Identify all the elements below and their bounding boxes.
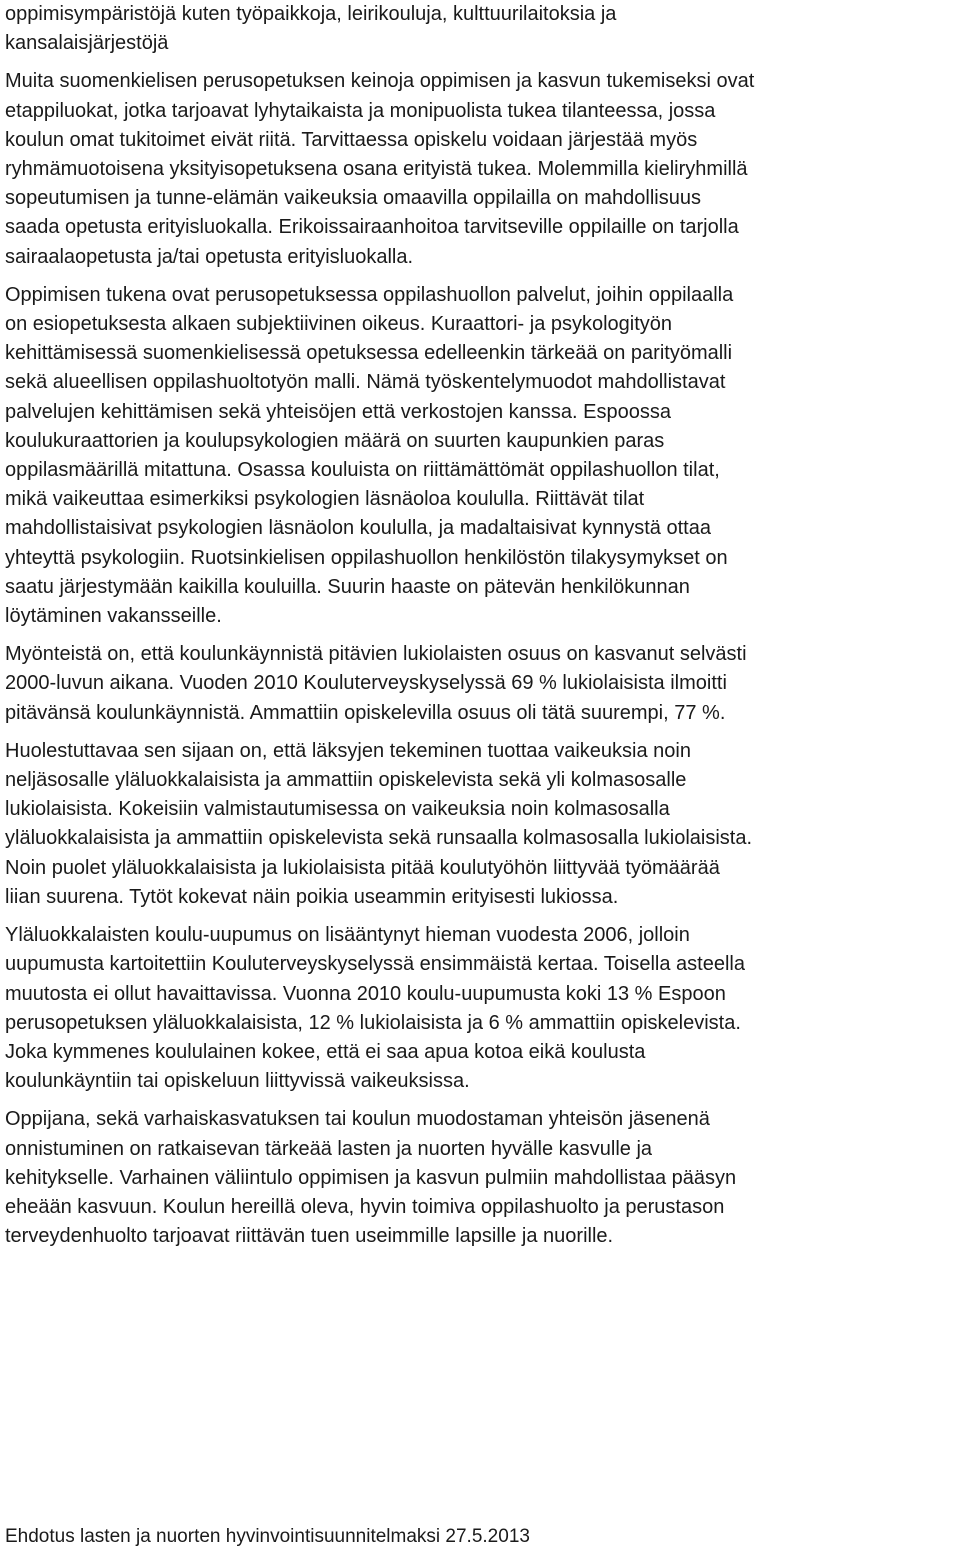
text-line: etappiluokat, jotka tarjoavat lyhytaikaista ja monipuolista tukea tilanteessa, jossa (5, 99, 716, 122)
text-line: 2000-luvun aikana. Vuoden 2010 Kouluterveyskyselyssä 69 % lukiolaisista ilmoitti (5, 672, 727, 695)
text-line: koulukuraattorien ja koulupsykologien määrä on suurten kaupunkien paras (5, 429, 665, 452)
text-line: Yläluokkalaisten koulu-uupumus on lisääntynyt hieman vuodesta 2006, jolloin (5, 924, 690, 947)
text-line: perusopetuksen yläluokkalaisista, 12 % lukiolaisista ja 6 % ammattiin opiskelevista. (5, 1011, 741, 1034)
text-line: Muita suomenkielisen perusopetuksen keinoja oppimisen ja kasvun tukemiseksi ovat (5, 70, 755, 93)
text-line: eheään kasvuun. Koulun hereillä oleva, hyvin toimiva oppilashuolto ja perustason (5, 1195, 725, 1218)
text-line: liian suurena. Tytöt kokevat näin poikia useammin erityisesti lukiossa. (5, 885, 619, 908)
paragraph-pupil-welfare (5, 281, 955, 631)
paragraph-support-measures (5, 67, 955, 271)
paragraph-learning-environments (5, 0, 955, 58)
text-line: yläluokkalaisista ja ammattiin opiskelevista sekä runsaalla kolmasosalla lukiolaisista. (5, 827, 753, 850)
text-line: ryhmämuotoisena yksityisopetuksena osana erityistä tukea. Molemmilla kieliryhmillä (5, 158, 748, 181)
text-line: sairaalaopetusta ja/tai opetusta erityisluokalla. (5, 245, 414, 268)
paragraph-homework-difficulties (5, 737, 955, 912)
text-line: koulunkäyntiin tai opiskeluun liittyvissä vaikeuksissa. (5, 1070, 470, 1093)
text-line: on esiopetuksesta alkaen subjektiivinen oikeus. Kuraattori- ja psykologityön (5, 313, 673, 336)
text-line: Noin puolet yläluokkalaisista ja lukiolaisista pitää koulutyöhön liittyvää työmäärää (5, 856, 720, 879)
text-line: neljäsosalle yläluokkalaisista ja ammattiin opiskelevista sekä yli kolmasosalle (5, 769, 687, 792)
text-line: oppilasmäärillä mitattuna. Osassa kouluista on riittämättömät oppilashuollon tilat, (5, 459, 720, 482)
text-line: Oppimisen tukena ovat perusopetuksessa oppilashuollon palvelut, joihin oppilaalla (5, 283, 734, 306)
page-footer: Ehdotus lasten ja nuorten hyvinvointisuunnitelmaksi 27.5.2013 (5, 1526, 530, 1547)
text-line: saatu järjestymään kaikilla kouluilla. Suurin haaste on pätevän henkilökunnan (5, 575, 690, 598)
text-line: pitävänsä koulunkäynnistä. Ammattiin opiskelevilla osuus oli tätä suurempi, 77 %. (5, 701, 726, 724)
text-line: löytäminen vakansseille. (5, 605, 222, 628)
text-line: koulun omat tukitoimet eivät riitä. Tarvittaessa opiskelu voidaan järjestää myös (5, 128, 698, 151)
text-line: Oppijana, sekä varhaiskasvatuksen tai koulun muodostaman yhteisön jäsenenä (5, 1108, 710, 1131)
paragraph-early-intervention (5, 1105, 955, 1251)
text-line: muutosta ei ollut havaittavissa. Vuonna 2010 koulu-uupumusta koki 13 % Espoon (5, 982, 726, 1005)
text-line: sopeutumisen ja tunne-elämän vaikeuksia omaavilla oppilailla on mahdollisuus (5, 187, 701, 210)
text-line: onnistuminen on ratkaisevan tärkeää lasten ja nuorten hyvälle kasvulle ja (5, 1137, 653, 1160)
text-line: Myönteistä on, että koulunkäynnistä pitävien lukiolaisten osuus on kasvanut selvästi (5, 643, 747, 666)
paragraph-school-burnout (5, 921, 955, 1096)
document-body (5, 0, 955, 1251)
text-line: palvelujen kehittämisen sekä yhteisöjen että verkostojen kanssa. Espoossa (5, 400, 671, 423)
text-line: terveydenhuolto tarjoavat riittävän tuen useimmille lapsille ja nuorille. (5, 1225, 614, 1248)
paragraph-school-enjoyment (5, 640, 955, 728)
text-line: oppimisympäristöjä kuten työpaikkoja, leirikouluja, kulttuurilaitoksia ja (5, 3, 617, 25)
text-line: lukiolaisista. Kokeisiin valmistautumisessa on vaikeuksia noin kolmasosalla (5, 798, 670, 821)
text-line: mikä vaikeuttaa esimerkiksi psykologien läsnäoloa koululla. Riittävät tilat (5, 488, 645, 511)
text-line: kehitykselle. Varhainen väliintulo oppimisen ja kasvun pulmiin mahdollistaa pääsyn (5, 1166, 737, 1189)
text-line: saada opetusta erityisluokalla. Erikoissairaanhoitoa tarvitseville oppilaille on tarjolla (5, 216, 739, 239)
text-line: kehittämisessä suomenkielisessä opetuksessa edelleenkin tärkeää on parityömalli (5, 342, 733, 365)
text-line: sekä alueellisen oppilashuoltotyön malli. Nämä työskentelymuodot mahdollistavat (5, 371, 726, 394)
text-line: mahdollistaisivat psykologien läsnäolon koululla, ja madaltaisivat kynnystä ottaa (5, 517, 711, 540)
text-line: yhteyttä psykologiin. Ruotsinkielisen oppilashuollon henkilöstön tilakysymykset on (5, 546, 728, 569)
text-line: Huolestuttavaa sen sijaan on, että läksyjen tekeminen tuottaa vaikeuksia noin (5, 739, 691, 762)
text-line: uupumusta kartoitettiin Kouluterveyskyselyssä ensimmäistä kertaa. Toisella asteella (5, 953, 745, 976)
text-line: kansalaisjärjestöjä (5, 32, 169, 55)
text-line: Joka kymmenes koululainen kokee, että ei saa apua kotoa eikä koulusta (5, 1040, 646, 1063)
